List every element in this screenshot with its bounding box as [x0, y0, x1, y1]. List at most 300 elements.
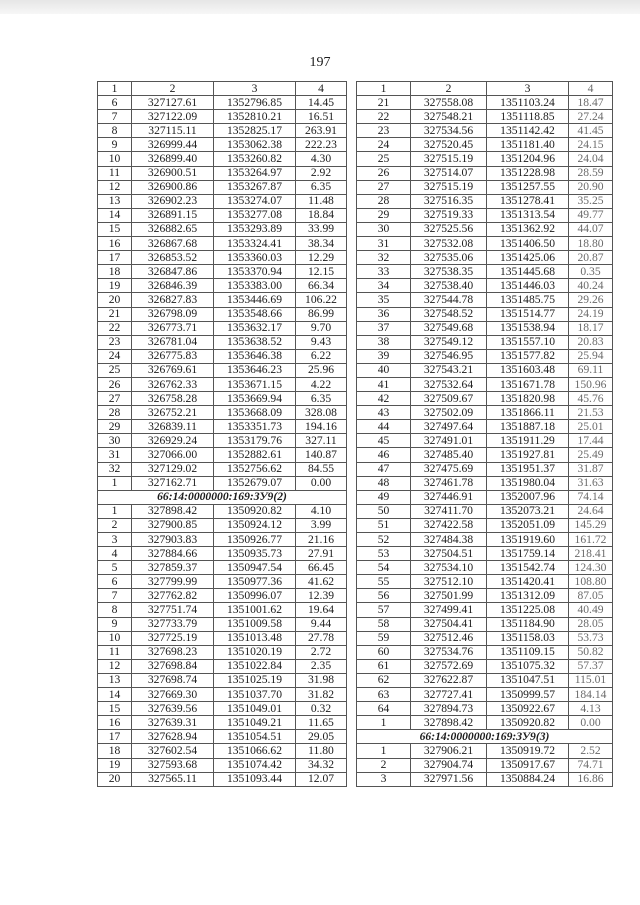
table-cell: 1353646.38: [214, 349, 296, 363]
table-row: [357, 96, 613, 110]
table-row: [357, 392, 613, 406]
table-cell: 327622.87: [411, 673, 487, 687]
table-cell: 327502.09: [411, 406, 487, 420]
table-cell: 66.34: [296, 279, 347, 293]
table-cell: 2.72: [296, 645, 347, 659]
table-row: [357, 617, 613, 631]
table-row: [357, 335, 613, 349]
table-cell: 24: [98, 349, 132, 363]
table-row: [357, 377, 613, 391]
table-header-row: [357, 82, 613, 96]
table-cell: 10: [98, 152, 132, 166]
table-cell: 1352051.09: [487, 518, 569, 532]
table-cell: 327904.74: [411, 758, 487, 772]
table-cell: 1352756.62: [214, 462, 296, 476]
table-cell: 24.15: [569, 138, 613, 152]
table-cell: 1351184.90: [487, 617, 569, 631]
table-cell: 53: [357, 547, 411, 561]
table-cell: 1350926.77: [214, 533, 296, 547]
table-cell: 62: [357, 673, 411, 687]
table-cell: 12: [98, 659, 132, 673]
table-cell: 327639.31: [132, 716, 214, 730]
table-cell: 1353370.94: [214, 265, 296, 279]
table-cell: 0.00: [296, 476, 347, 490]
table-cell: 1351204.96: [487, 152, 569, 166]
table-cell: 24.19: [569, 307, 613, 321]
table-cell: 4.13: [569, 702, 613, 716]
table-row: [357, 631, 613, 645]
table-cell: 1351980.04: [487, 476, 569, 490]
table-cell: 328.08: [296, 406, 347, 420]
table-cell: 15: [98, 702, 132, 716]
table-cell: 1352882.61: [214, 448, 296, 462]
table-cell: 27.78: [296, 631, 347, 645]
table-cell: 327532.64: [411, 377, 487, 391]
table-cell: 327.11: [296, 434, 347, 448]
table-cell: 1351001.62: [214, 603, 296, 617]
table-cell: 25.01: [569, 420, 613, 434]
table-cell: 1351054.51: [214, 730, 296, 744]
table-cell: 13: [98, 194, 132, 208]
table-row: [98, 547, 347, 561]
table-row: [98, 307, 347, 321]
table-cell: 17: [98, 251, 132, 265]
table-cell: 18: [98, 265, 132, 279]
table-cell: 1350920.82: [214, 504, 296, 518]
table-cell: 326929.24: [132, 434, 214, 448]
table-cell: 327572.69: [411, 659, 487, 673]
table-cell: 326847.86: [132, 265, 214, 279]
table-cell: 1350917.67: [487, 758, 569, 772]
table-cell: 25: [98, 363, 132, 377]
table-cell: 327894.73: [411, 702, 487, 716]
table-row: [98, 208, 347, 222]
table-row: [357, 166, 613, 180]
table-row: [357, 575, 613, 589]
table-cell: 33.99: [296, 222, 347, 236]
table-cell: 43: [357, 406, 411, 420]
table-cell: 327669.30: [132, 688, 214, 702]
table-cell: 1353638.52: [214, 335, 296, 349]
table-cell: 31: [357, 237, 411, 251]
table-cell: 11: [98, 166, 132, 180]
table-cell: 1353264.97: [214, 166, 296, 180]
table-cell: 12: [98, 180, 132, 194]
table-cell: 21: [98, 307, 132, 321]
table-cell: 46: [357, 448, 411, 462]
table-cell: 218.41: [569, 547, 613, 561]
table-cell: 1353274.07: [214, 194, 296, 208]
table-cell: 1351542.74: [487, 561, 569, 575]
table-row: [98, 716, 347, 730]
table-cell: 327548.52: [411, 307, 487, 321]
table-cell: 327122.09: [132, 110, 214, 124]
table-cell: 327515.19: [411, 152, 487, 166]
table-cell: 145.29: [569, 518, 613, 532]
table-cell: 39: [357, 349, 411, 363]
table-cell: 40: [357, 363, 411, 377]
table-cell: 327971.56: [411, 772, 487, 786]
table-row: [357, 251, 613, 265]
table-cell: 84.55: [296, 462, 347, 476]
table-cell: 1351313.54: [487, 208, 569, 222]
table-cell: 1353277.08: [214, 208, 296, 222]
table-cell: 1351927.81: [487, 448, 569, 462]
table-cell: 58: [357, 617, 411, 631]
coordinates-table-right: [356, 81, 613, 787]
table-cell: 6.22: [296, 349, 347, 363]
table-cell: 26: [357, 166, 411, 180]
table-cell: 49.77: [569, 208, 613, 222]
table-cell: 327504.41: [411, 617, 487, 631]
table-cell: 1353179.76: [214, 434, 296, 448]
table-cell: 14: [98, 688, 132, 702]
table-cell: 327129.02: [132, 462, 214, 476]
table-row: [98, 476, 347, 490]
table-cell: 50.82: [569, 645, 613, 659]
table-cell: 8: [98, 603, 132, 617]
table-cell: 1353668.09: [214, 406, 296, 420]
table-cell: 327534.10: [411, 561, 487, 575]
table-cell: 2.92: [296, 166, 347, 180]
table-cell: 4.10: [296, 504, 347, 518]
table-cell: 327898.42: [132, 504, 214, 518]
table-row: [98, 617, 347, 631]
table-cell: 1351074.42: [214, 758, 296, 772]
table-cell: 1351075.32: [487, 659, 569, 673]
table-cell: 1351445.68: [487, 265, 569, 279]
table-header-row: [98, 82, 347, 96]
table-row: [98, 279, 347, 293]
table-row: [98, 251, 347, 265]
table-cell: 1351557.10: [487, 335, 569, 349]
table-cell: 31.63: [569, 476, 613, 490]
table-cell: 44.07: [569, 222, 613, 236]
table-cell: 327639.56: [132, 702, 214, 716]
table-cell: 60: [357, 645, 411, 659]
table-cell: 327549.68: [411, 321, 487, 335]
table-cell: 108.80: [569, 575, 613, 589]
table-cell: 6.35: [296, 180, 347, 194]
table-cell: 2: [357, 758, 411, 772]
table-cell: 1350922.67: [487, 702, 569, 716]
table-row: [98, 504, 347, 518]
table-cell: 1353360.03: [214, 251, 296, 265]
table-cell: 16: [98, 237, 132, 251]
table-cell: 1352810.21: [214, 110, 296, 124]
table-cell: 24.64: [569, 504, 613, 518]
table-row: [98, 377, 347, 391]
table-cell: 3: [98, 533, 132, 547]
table-cell: 326882.65: [132, 222, 214, 236]
table-cell: 1350947.54: [214, 561, 296, 575]
table-cell: 327733.79: [132, 617, 214, 631]
table-row: [357, 673, 613, 687]
table-cell: 42: [357, 392, 411, 406]
table-cell: 40.24: [569, 279, 613, 293]
table-row: [98, 237, 347, 251]
table-cell: 7: [98, 589, 132, 603]
table-cell: 13: [98, 673, 132, 687]
table-cell: 326899.40: [132, 152, 214, 166]
table-cell: 31.98: [296, 673, 347, 687]
table-cell: 1351362.92: [487, 222, 569, 236]
table-cell: 12.39: [296, 589, 347, 603]
table-cell: 326775.83: [132, 349, 214, 363]
header-cell: 3: [214, 82, 296, 96]
table-cell: 27: [98, 392, 132, 406]
table-cell: 1351406.50: [487, 237, 569, 251]
table-cell: 55: [357, 575, 411, 589]
table-cell: 26: [98, 377, 132, 391]
table-row: [98, 434, 347, 448]
table-cell: 11: [98, 645, 132, 659]
table-cell: 1350884.24: [487, 772, 569, 786]
table-row: [98, 222, 347, 236]
table-row: [357, 307, 613, 321]
table-cell: 48: [357, 476, 411, 490]
table-cell: 1350924.12: [214, 518, 296, 532]
table-cell: 327602.54: [132, 744, 214, 758]
table-cell: 86.99: [296, 307, 347, 321]
table-cell: 1351037.70: [214, 688, 296, 702]
table-row: [98, 406, 347, 420]
table-cell: 22: [357, 110, 411, 124]
table-cell: 327512.46: [411, 631, 487, 645]
table-cell: 22: [98, 321, 132, 335]
table-cell: 16.86: [569, 772, 613, 786]
table-row: [357, 180, 613, 194]
table-cell: 327799.99: [132, 575, 214, 589]
table-row: [98, 392, 347, 406]
table-cell: 326827.83: [132, 293, 214, 307]
table-cell: 31: [98, 448, 132, 462]
table-cell: 14.45: [296, 96, 347, 110]
table-row: [98, 688, 347, 702]
header-cell: 3: [487, 82, 569, 96]
table-cell: 326839.11: [132, 420, 214, 434]
table-cell: 9: [98, 138, 132, 152]
table-cell: 1351951.37: [487, 462, 569, 476]
table-cell: 1352825.17: [214, 124, 296, 138]
table-row: [357, 476, 613, 490]
table-cell: 194.16: [296, 420, 347, 434]
table-cell: 8: [98, 124, 132, 138]
table-row: [357, 349, 613, 363]
table-cell: 23: [357, 124, 411, 138]
table-cell: 34: [357, 279, 411, 293]
table-cell: 19: [98, 758, 132, 772]
table-cell: 1353351.73: [214, 420, 296, 434]
table-cell: 12.29: [296, 251, 347, 265]
table-cell: 29.05: [296, 730, 347, 744]
table-cell: 1351020.19: [214, 645, 296, 659]
page-number: 197: [309, 55, 331, 70]
table-cell: 0.35: [569, 265, 613, 279]
table-cell: 1351181.40: [487, 138, 569, 152]
table-row: [357, 321, 613, 335]
section-row: [357, 730, 613, 744]
table-cell: 12.15: [296, 265, 347, 279]
table-cell: 327544.78: [411, 293, 487, 307]
section-title: 66:14:0000000:169:ЗУ9(3): [357, 730, 613, 744]
table-cell: 30: [98, 434, 132, 448]
table-cell: 327698.74: [132, 673, 214, 687]
table-row: [357, 645, 613, 659]
table-cell: 32: [357, 251, 411, 265]
table-cell: 16: [98, 716, 132, 730]
table-cell: 1351911.29: [487, 434, 569, 448]
table-cell: 327422.58: [411, 518, 487, 532]
table-cell: 1351538.94: [487, 321, 569, 335]
table-row: [357, 561, 613, 575]
table-cell: 2: [98, 518, 132, 532]
table-row: [357, 533, 613, 547]
table-row: [357, 363, 613, 377]
table-cell: 4.30: [296, 152, 347, 166]
table-row: [357, 434, 613, 448]
table-row: [98, 349, 347, 363]
table-cell: 1351109.15: [487, 645, 569, 659]
table-cell: 31.87: [569, 462, 613, 476]
table-cell: 327501.99: [411, 589, 487, 603]
table-row: [98, 265, 347, 279]
table-row: [98, 772, 347, 786]
table-cell: 1351013.48: [214, 631, 296, 645]
table-cell: 38: [357, 335, 411, 349]
table-cell: 327515.19: [411, 180, 487, 194]
table-cell: 20: [98, 772, 132, 786]
table-cell: 1351514.77: [487, 307, 569, 321]
table-cell: 28: [357, 194, 411, 208]
table-row: [98, 138, 347, 152]
table-cell: 1351118.85: [487, 110, 569, 124]
table-cell: 74.71: [569, 758, 613, 772]
table-cell: 327484.38: [411, 533, 487, 547]
table-cell: 6: [98, 96, 132, 110]
table-cell: 326846.39: [132, 279, 214, 293]
table-cell: 57: [357, 603, 411, 617]
table-cell: 326769.61: [132, 363, 214, 377]
table-cell: 18.80: [569, 237, 613, 251]
table-cell: 327884.66: [132, 547, 214, 561]
table-cell: 20.87: [569, 251, 613, 265]
table-cell: 20.90: [569, 180, 613, 194]
table-row: [357, 152, 613, 166]
table-cell: 327593.68: [132, 758, 214, 772]
table-cell: 21.53: [569, 406, 613, 420]
table-cell: 124.30: [569, 561, 613, 575]
table-cell: 327538.35: [411, 265, 487, 279]
table-cell: 1353632.17: [214, 321, 296, 335]
table-cell: 37: [357, 321, 411, 335]
table-cell: 33: [357, 265, 411, 279]
table-cell: 34.32: [296, 758, 347, 772]
table-cell: 1353646.23: [214, 363, 296, 377]
table-cell: 327903.83: [132, 533, 214, 547]
table-row: [357, 293, 613, 307]
table-cell: 1353548.66: [214, 307, 296, 321]
table-cell: 327475.69: [411, 462, 487, 476]
table-cell: 9.43: [296, 335, 347, 349]
table-cell: 106.22: [296, 293, 347, 307]
table-cell: 150.96: [569, 377, 613, 391]
table-cell: 11.65: [296, 716, 347, 730]
table-cell: 40.49: [569, 603, 613, 617]
table-cell: 327727.41: [411, 688, 487, 702]
table-cell: 41.45: [569, 124, 613, 138]
table-cell: 327162.71: [132, 476, 214, 490]
table-row: [357, 138, 613, 152]
table-cell: 1352679.07: [214, 476, 296, 490]
table-cell: 3: [357, 772, 411, 786]
table-cell: 59: [357, 631, 411, 645]
table-cell: 326867.68: [132, 237, 214, 251]
table-row: [98, 293, 347, 307]
table-cell: 327411.70: [411, 504, 487, 518]
table-cell: 61: [357, 659, 411, 673]
table-cell: 17.44: [569, 434, 613, 448]
table-cell: 27: [357, 180, 411, 194]
table-row: [98, 702, 347, 716]
table-cell: 326798.09: [132, 307, 214, 321]
table-cell: 1351049.01: [214, 702, 296, 716]
table-cell: 327485.40: [411, 448, 487, 462]
table-cell: 25: [357, 152, 411, 166]
table-row: [98, 194, 347, 208]
table-cell: 12.07: [296, 772, 347, 786]
table-cell: 326752.21: [132, 406, 214, 420]
table-cell: 327491.01: [411, 434, 487, 448]
table-cell: 327115.11: [132, 124, 214, 138]
table-cell: 10: [98, 631, 132, 645]
table-cell: 11.80: [296, 744, 347, 758]
table-row: [98, 420, 347, 434]
table-cell: 4: [98, 547, 132, 561]
table-cell: 2.35: [296, 659, 347, 673]
table-cell: 31.82: [296, 688, 347, 702]
table-cell: 1351919.60: [487, 533, 569, 547]
table-cell: 25.94: [569, 349, 613, 363]
table-cell: 52: [357, 533, 411, 547]
table-row: [357, 448, 613, 462]
table-row: [98, 152, 347, 166]
table-cell: 326853.52: [132, 251, 214, 265]
table-cell: 66.45: [296, 561, 347, 575]
table-cell: 140.87: [296, 448, 347, 462]
table-row: [98, 575, 347, 589]
table-cell: 1353260.82: [214, 152, 296, 166]
table-row: [357, 504, 613, 518]
table-cell: 16.51: [296, 110, 347, 124]
table-cell: 327751.74: [132, 603, 214, 617]
table-cell: 327534.56: [411, 124, 487, 138]
table-row: [357, 702, 613, 716]
table-row: [357, 420, 613, 434]
table-cell: 1351049.21: [214, 716, 296, 730]
table-cell: 327446.91: [411, 490, 487, 504]
table-cell: 327519.33: [411, 208, 487, 222]
table-cell: 27.24: [569, 110, 613, 124]
table-cell: 21.16: [296, 533, 347, 547]
table-row: [98, 363, 347, 377]
table-cell: 1351142.42: [487, 124, 569, 138]
table-row: [357, 744, 613, 758]
table-cell: 69.11: [569, 363, 613, 377]
table-cell: 3.99: [296, 518, 347, 532]
table-cell: 87.05: [569, 589, 613, 603]
table-cell: 1351025.19: [214, 673, 296, 687]
